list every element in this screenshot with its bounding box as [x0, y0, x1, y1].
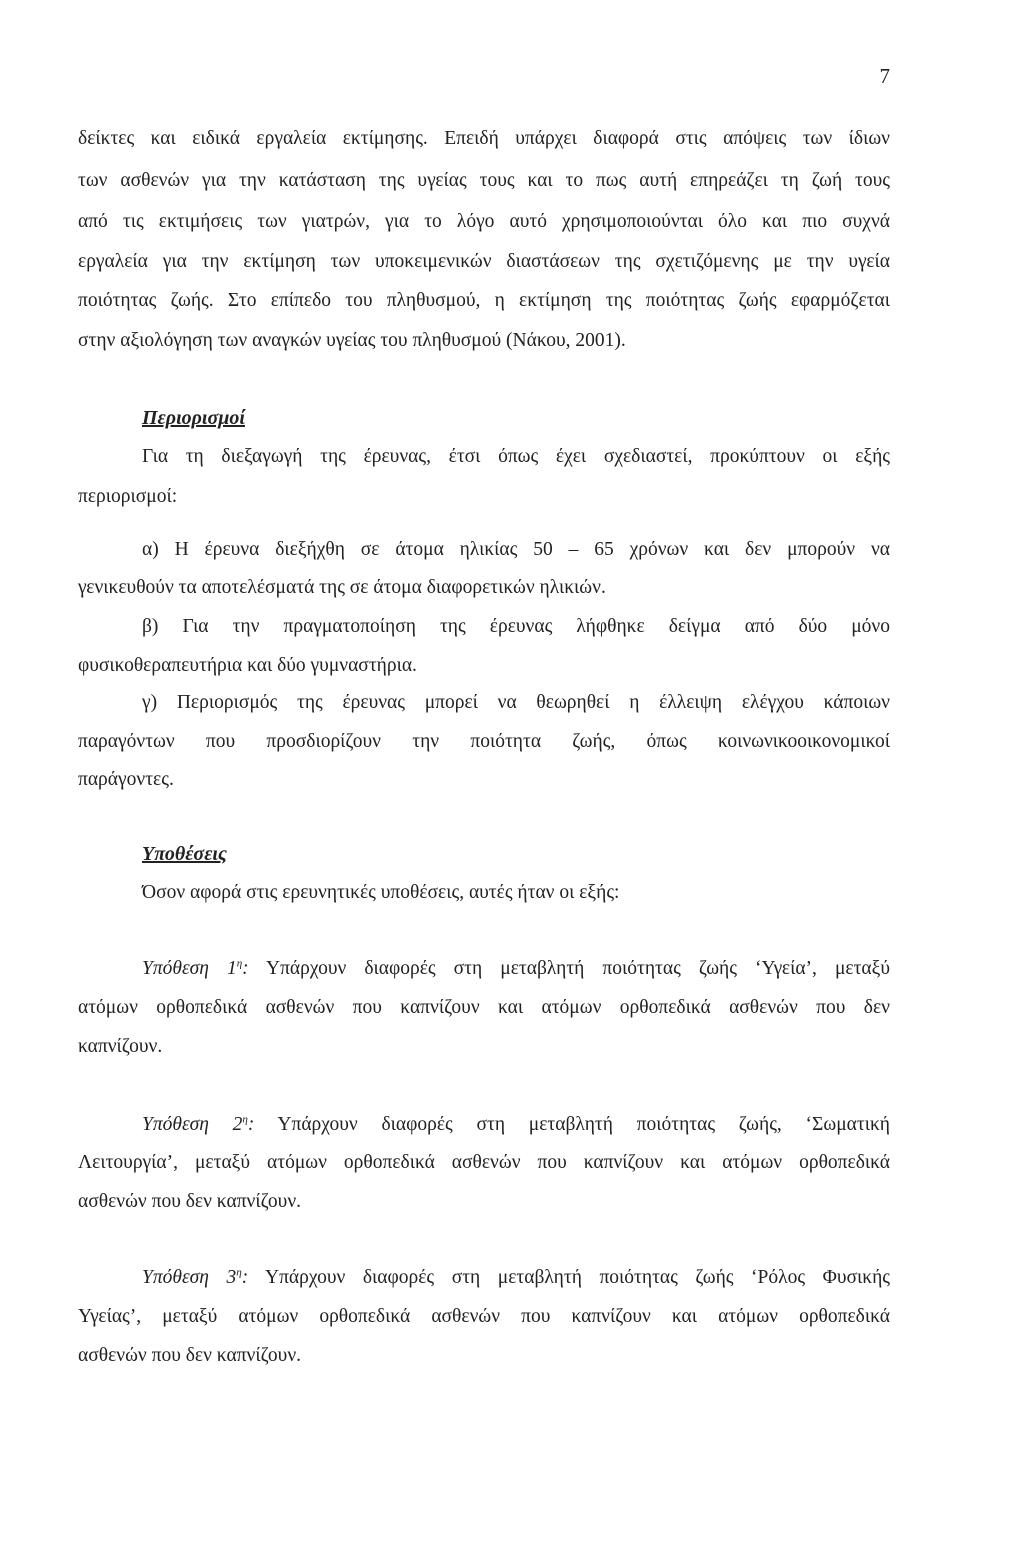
page-number: 7 [879, 64, 890, 88]
intro-line-3: από τις εκτιμήσεις των γιατρών, για το λόγο αυτό χρησιμοποιούνται όλο και πιο συχνά [78, 211, 890, 232]
limitation-a-line-1: α) Η έρευνα διεξήχθη σε άτομα ηλικίας 50 – 65 χρόνων και δεν μπορούν να [142, 539, 890, 560]
intro-line-1: δείκτες και ειδικά εργαλεία εκτίμησης. Επειδή υπάρχει διαφορά στις απόψεις των ίδιων [78, 128, 890, 149]
hypothesis-3-label: Υπόθεση $3^\eta$: [142, 1266, 249, 1288]
hypothesis-2-line-1: Υπόθεση $2^\eta$: Υπάρχουν διαφορές στη μεταβλητή ποιότητας ζωής, ‘Σωματική [142, 1113, 891, 1135]
hypothesis-3-line-2: Υγείας’, μεταξύ ατόμων ορθοπεδικά ασθενών που καπνίζουν και ατόμων ορθοπεδικά [78, 1306, 890, 1327]
intro-line-6: στην αξιολόγηση των αναγκών υγείας του πληθυσμού (Νάκου, 2001). [78, 330, 626, 351]
hypothesis-2-line-3: ασθενών που δεν καπνίζουν. [78, 1191, 302, 1212]
limitation-a-line-2: γενικευθούν τα αποτελέσματά της σε άτομα διαφορετικών ηλικιών. [78, 577, 606, 598]
limitations-intro-line-1: Για τη διεξαγωγή της έρευνας, έτσι όπως έχει σχεδιαστεί, προκύπτουν οι εξής [142, 446, 890, 467]
limitations-heading: Περιορισμοί [142, 407, 245, 429]
hypothesis-1-line-2: ατόμων ορθοπεδικά ασθενών που καπνίζουν και ατόμων ορθοπεδικά ασθενών που δεν [78, 997, 890, 1018]
limitation-b-line-2: φυσικοθεραπευτήρια και δύο γυμναστήρια. [78, 655, 417, 676]
hypothesis-1-line-1: Υπόθεση $1^\eta$: Υπάρχουν διαφορές στη μεταβλητή ποιότητας ζωής ‘Υγεία’, μεταξύ [142, 957, 890, 979]
hypothesis-3-line-3: ασθενών που δεν καπνίζουν. [78, 1345, 302, 1366]
limitation-c-line-2: παραγόντων που προσδιορίζουν την ποιότητα ζωής, όπως κοινωνικοοικονομικοί [78, 731, 890, 752]
hypothesis-3-line-1: Υπόθεση $3^\eta$: Υπάρχουν διαφορές στη μεταβλητή ποιότητας ζωής ‘Ρόλος Φυσικής [142, 1266, 891, 1288]
hypotheses-intro: Όσον αφορά στις ερευνητικές υποθέσεις, αυτές ήταν οι εξής: [142, 882, 620, 903]
hypothesis-1-label: Υπόθεση $1^\eta$: [142, 957, 249, 979]
hypothesis-2-label: Υπόθεση $2^\eta$: [142, 1113, 255, 1135]
limitations-intro-line-2: περιορισμοί: [78, 486, 178, 507]
limitation-b-line-1: β) Για την πραγματοποίηση της έρευνας λήφθηκε δείγμα από δύο μόνο [142, 616, 890, 637]
hypothesis-2-line-2: Λειτουργία’, μεταξύ ατόμων ορθοπεδικά ασθενών που καπνίζουν και ατόμων ορθοπεδικά [78, 1152, 890, 1173]
intro-line-2: των ασθενών για την κατάσταση της υγείας τους και το πως αυτή επηρεάζει τη ζωή τους [78, 170, 890, 191]
hypothesis-1-line-3: καπνίζουν. [78, 1036, 163, 1057]
intro-line-5: ποιότητας ζωής. Στο επίπεδο του πληθυσμού, η εκτίμηση της ποιότητας ζωής εφαρμόζεται [78, 290, 890, 311]
limitation-c-line-3: παράγοντες. [78, 769, 174, 790]
limitation-c-line-1: γ) Περιορισμός της έρευνας μπορεί να θεωρηθεί η έλλειψη ελέγχου κάποιων [142, 692, 890, 713]
hypotheses-heading: Υποθέσεις [142, 843, 227, 865]
intro-line-4: εργαλεία για την εκτίμηση των υποκειμενικών διαστάσεων της σχετιζόμενης με την υγεία [78, 251, 890, 272]
